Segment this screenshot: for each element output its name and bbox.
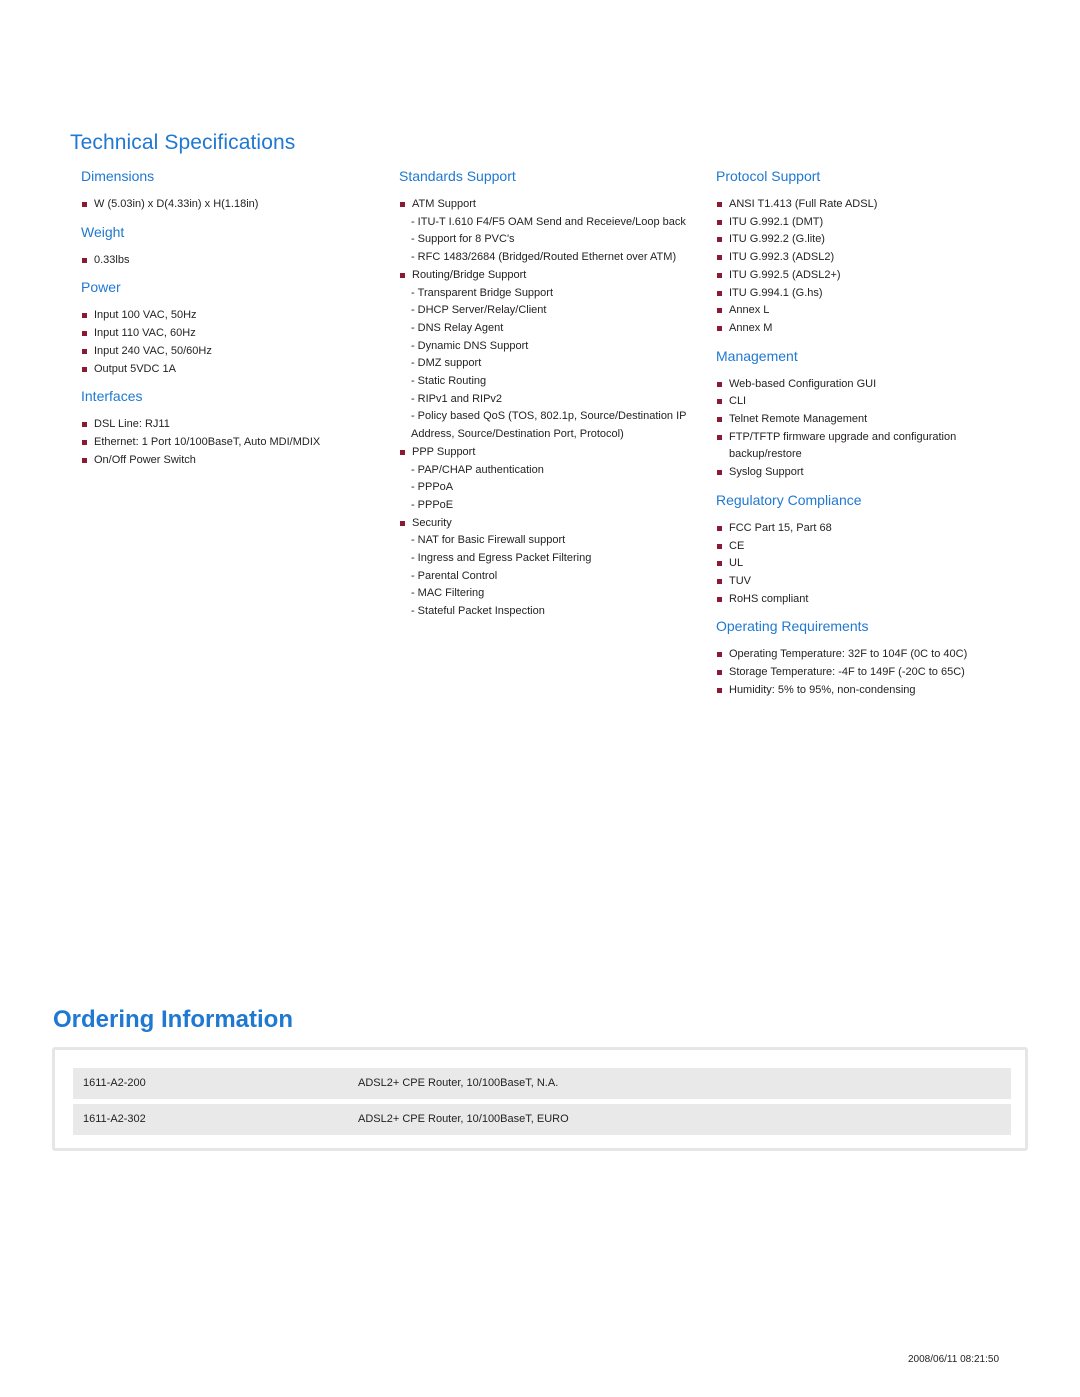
sub-item: - RFC 1483/2684 (Bridged/Routed Ethernet over ATM) <box>411 251 677 264</box>
list-item: Security <box>399 515 689 533</box>
management-section <box>716 346 1006 482</box>
section-heading: Interfaces <box>81 388 143 405</box>
section-heading: Regulatory Compliance <box>716 491 862 508</box>
section-heading: Standards Support <box>399 168 516 184</box>
protocol-support-section <box>716 166 1006 338</box>
power-section <box>81 277 391 378</box>
list-item: ITU G.992.3 (ADSL2) <box>716 249 1006 267</box>
specs-column-2 <box>399 166 689 629</box>
sub-item: - Dynamic DNS Support <box>411 339 529 352</box>
list-item: ITU G.992.2 (G.lite) <box>716 231 1006 249</box>
table-row <box>73 1068 1011 1099</box>
list-item: Ethernet: 1 Port 10/100BaseT, Auto MDI/MDIX <box>81 434 391 452</box>
list-item: ITU G.994.1 (G.hs) <box>716 285 1006 303</box>
sub-item: - DHCP Server/Relay/Client <box>411 304 547 317</box>
order-description: ADSL2+ CPE Router, 10/100BaseT, N.A. <box>358 1077 559 1089</box>
list-item: Operating Temperature: 32F to 104F (0C to 40C) <box>716 646 1006 664</box>
specs-column-1 <box>81 166 391 477</box>
list-item: CLI <box>716 393 1006 411</box>
list-item: Input 110 VAC, 60Hz <box>81 325 391 343</box>
regulatory-compliance-section <box>716 490 1006 609</box>
sub-item: - ITU-T I.610 F4/F5 OAM Send and Receieve/Loop back <box>411 215 686 228</box>
sub-item: - Support for 8 PVC's <box>411 233 515 246</box>
list-item: Input 240 VAC, 50/60Hz <box>81 343 391 361</box>
order-description: ADSL2+ CPE Router, 10/100BaseT, EURO <box>358 1113 569 1125</box>
list-item: ANSI T1.413 (Full Rate ADSL) <box>716 196 1006 214</box>
sub-item: - Policy based QoS (TOS, 802.1p, Source/Destination IP Address, Source/Destination Port, Protocol) <box>411 410 687 441</box>
ordering-title: Ordering Information <box>53 1006 293 1033</box>
list-item: Storage Temperature: -4F to 149F (-20C to 65C) <box>716 664 1006 682</box>
sub-item: - Transparent Bridge Support <box>411 286 554 299</box>
sub-item: - DNS Relay Agent <box>411 321 504 334</box>
list-item: FTP/TFTP firmware upgrade and configuration backup/restore <box>716 429 1006 464</box>
list-item: PPP Support <box>399 444 689 462</box>
section-heading: Power <box>81 279 121 296</box>
page-title: Technical Specifications <box>70 131 296 154</box>
specs-column-3 <box>716 166 1006 707</box>
sub-item: - PPPoA <box>411 481 454 494</box>
list-item: UL <box>716 555 1006 573</box>
sub-item: - RIPv1 and RIPv2 <box>411 392 503 405</box>
sub-item: - Static Routing <box>411 375 487 388</box>
list-item: Annex M <box>716 320 1006 338</box>
operating-requirements-section <box>716 616 1006 699</box>
list-item: 0.33lbs <box>81 252 391 270</box>
list-item: TUV <box>716 573 1006 591</box>
sub-item: - NAT for Basic Firewall support <box>411 534 566 547</box>
section-heading: Weight <box>81 223 125 240</box>
list-item: Routing/Bridge Support <box>399 267 689 285</box>
section-heading: Dimensions <box>81 168 155 184</box>
list-item: ATM Support <box>399 196 689 214</box>
list-item: FCC Part 15, Part 68 <box>716 520 1006 538</box>
sub-item: - Parental Control <box>411 569 498 582</box>
sub-item: - PAP/CHAP authentication <box>411 463 544 476</box>
ordering-table <box>52 1047 1028 1151</box>
list-item: Telnet Remote Management <box>716 411 1006 429</box>
section-heading: Management <box>716 347 798 364</box>
list-item: Annex L <box>716 302 1006 320</box>
standards-support-section <box>399 166 689 621</box>
order-code: 1611-A2-200 <box>83 1077 146 1089</box>
sub-item: - Ingress and Egress Packet Filtering <box>411 552 592 565</box>
list-item: DSL Line: RJ11 <box>81 416 391 434</box>
list-item: CE <box>716 538 1006 556</box>
list-item: Humidity: 5% to 95%, non-condensing <box>716 682 1006 700</box>
sub-item: - Stateful Packet Inspection <box>411 605 545 618</box>
list-item: W (5.03in) x D(4.33in) x H(1.18in) <box>81 196 391 214</box>
list-item: Syslog Support <box>716 464 1006 482</box>
section-heading: Protocol Support <box>716 168 821 184</box>
section-heading: Operating Requirements <box>716 618 869 635</box>
sub-item: - DMZ support <box>411 357 482 370</box>
dimensions-section <box>81 166 391 214</box>
order-code: 1611-A2-302 <box>83 1113 146 1125</box>
list-item: Web-based Configuration GUI <box>716 376 1006 394</box>
list-item: On/Off Power Switch <box>81 452 391 470</box>
list-item: Input 100 VAC, 50Hz <box>81 307 391 325</box>
interfaces-section <box>81 386 391 469</box>
sub-item: - MAC Filtering <box>411 587 485 600</box>
list-item: Output 5VDC 1A <box>81 361 391 379</box>
list-item: RoHS compliant <box>716 591 1006 609</box>
sub-item: - PPPoE <box>411 498 454 511</box>
table-row <box>73 1104 1011 1135</box>
list-item: ITU G.992.1 (DMT) <box>716 214 1006 232</box>
timestamp: 2008/06/11 08:21:50 <box>908 1354 1000 1365</box>
weight-section <box>81 222 391 270</box>
list-item: ITU G.992.5 (ADSL2+) <box>716 267 1006 285</box>
